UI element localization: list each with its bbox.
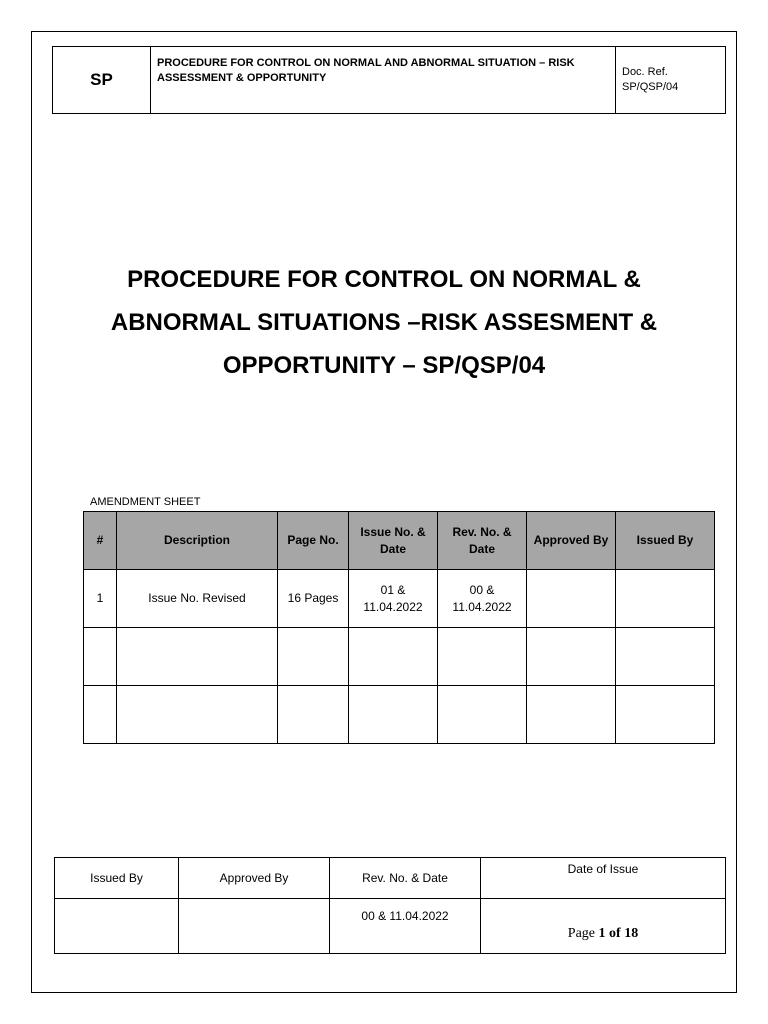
table-cell [84,686,117,744]
table-cell [438,628,527,686]
header-doc-ref [616,47,725,113]
table-cell [278,628,349,686]
table-cell: 16 Pages [278,570,349,628]
table-cell [527,628,616,686]
col-header-number: # [84,512,117,570]
amendment-table [83,511,715,744]
footer-approved-by-value [179,899,330,954]
table-cell: 1 [84,570,117,628]
footer-approved-by-label: Approved By [179,858,330,899]
document-header [52,46,726,114]
footer-value-row [55,899,726,954]
page-total: 18 [624,926,639,941]
table-cell [117,628,278,686]
table-cell [438,686,527,744]
footer-rev-value: 00 & 11.04.2022 [330,899,481,954]
header-code: SP [53,47,151,113]
col-header-issued-by: Issued By [616,512,715,570]
table-cell [278,686,349,744]
main-title-line-1: PROCEDURE FOR CONTROL ON NORMAL & [127,266,641,293]
col-header-rev-no-date: Rev. No. & Date [438,512,527,570]
col-header-description: Description [117,512,278,570]
table-cell [616,628,715,686]
page-of: of [605,926,625,941]
table-cell [527,686,616,744]
header-title: PROCEDURE FOR CONTROL ON NORMAL AND ABNORMAL SITUATION – RISK ASSESSMENT & OPPORTUNITY [151,47,616,113]
amendment-sheet-label: AMENDMENT SHEET [90,496,201,508]
col-header-issue-no-date: Issue No. & Date [349,512,438,570]
main-title [60,258,708,387]
main-title-line-3: OPPORTUNITY – SP/QSP/04 [222,352,546,379]
amendment-header-row [84,512,715,570]
table-row [84,570,715,628]
doc-ref-value: SP/QSP/04 [622,81,679,93]
table-row [84,686,715,744]
col-header-page-no: Page No. [278,512,349,570]
table-cell [349,686,438,744]
page-current: 1 [598,926,606,941]
table-cell: 01 & 11.04.2022 [349,570,438,628]
footer-rev-label: Rev. No. & Date [330,858,481,899]
footer-table [54,857,726,954]
table-cell [616,686,715,744]
main-title-line-2: ABNORMAL SITUATIONS –RISK ASSESMENT & [110,309,658,336]
col-header-approved-by: Approved By [527,512,616,570]
table-cell [117,686,278,744]
doc-ref-label: Doc. Ref. [622,66,668,78]
table-cell [616,570,715,628]
table-cell: 00 & 11.04.2022 [438,570,527,628]
table-cell [349,628,438,686]
footer-issued-by-label: Issued By [55,858,179,899]
table-cell [84,628,117,686]
table-row [84,628,715,686]
table-cell: Issue No. Revised [117,570,278,628]
footer-date-of-issue-label: Date of Issue [481,858,726,899]
table-cell [527,570,616,628]
page-number [481,899,726,954]
footer-label-row [55,858,726,899]
page-prefix: Page [567,926,599,941]
footer-issued-by-value [55,899,179,954]
